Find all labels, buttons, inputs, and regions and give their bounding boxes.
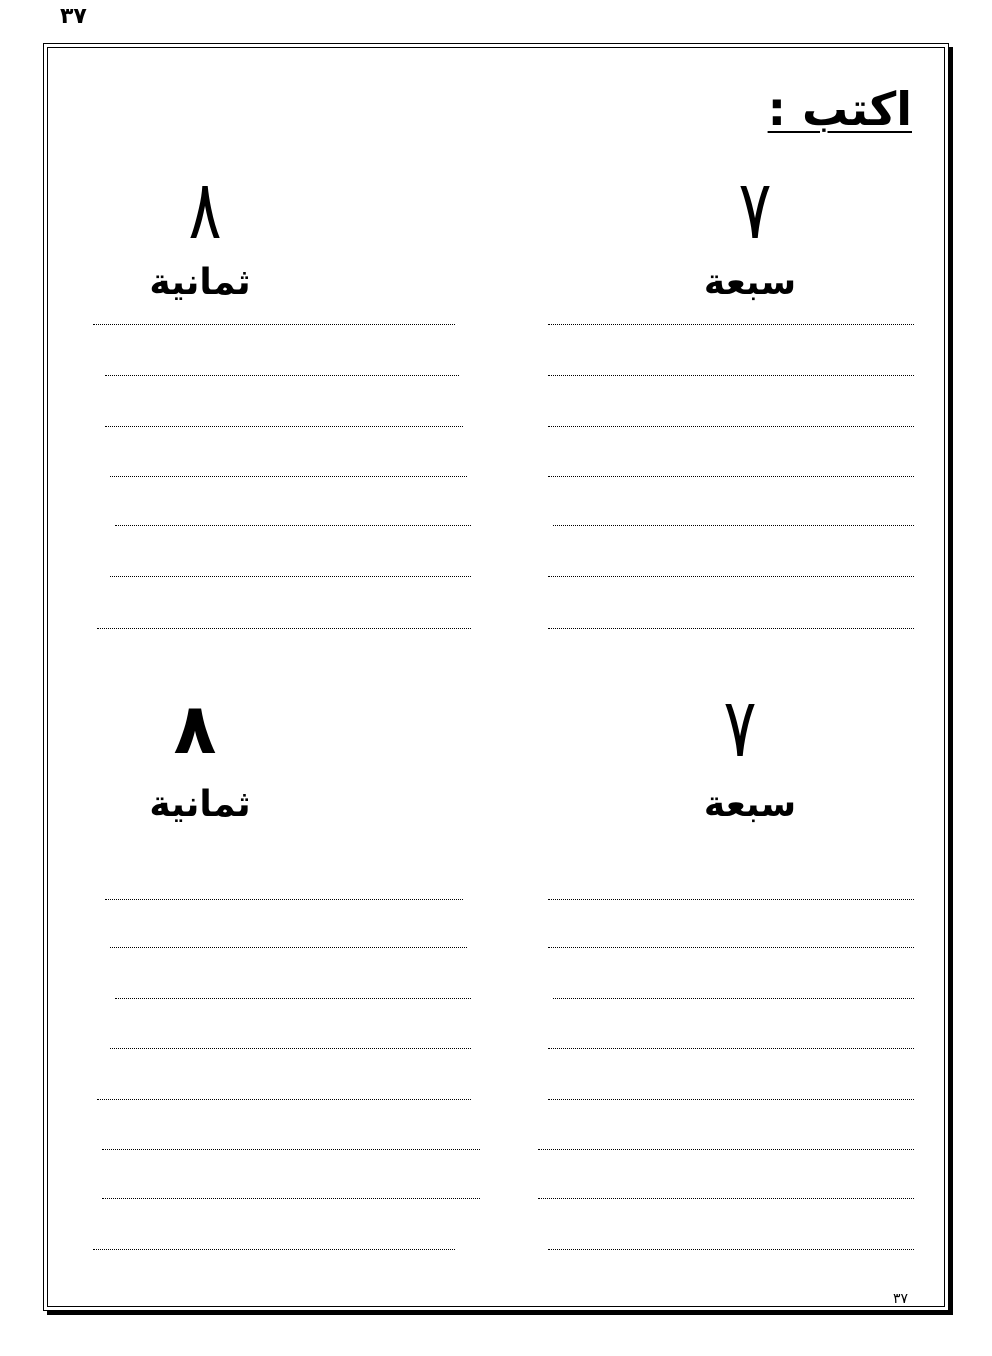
- worksheet-title: اكتب :: [767, 82, 912, 136]
- writing-line[interactable]: [115, 525, 471, 526]
- writing-line[interactable]: [548, 899, 914, 900]
- writing-line[interactable]: [93, 1249, 455, 1250]
- writing-line[interactable]: [548, 324, 914, 325]
- writing-line[interactable]: [548, 1099, 914, 1100]
- writing-line[interactable]: [548, 1048, 914, 1049]
- writing-line[interactable]: [105, 375, 459, 376]
- numeral-eight-bottom: ٨: [173, 688, 217, 770]
- numeral-seven-bottom: ٧: [723, 681, 757, 776]
- writing-line[interactable]: [97, 628, 471, 629]
- word-seven-bottom: سبعة: [703, 784, 797, 825]
- writing-line[interactable]: [110, 476, 467, 477]
- writing-line[interactable]: [548, 1249, 914, 1250]
- writing-line[interactable]: [548, 426, 914, 427]
- writing-line[interactable]: [102, 1198, 480, 1199]
- writing-line[interactable]: [115, 998, 471, 999]
- writing-line[interactable]: [553, 525, 914, 526]
- numeral-eight-top: ٨: [188, 163, 222, 258]
- writing-line[interactable]: [538, 1198, 914, 1199]
- writing-line[interactable]: [110, 1048, 471, 1049]
- writing-line[interactable]: [105, 426, 463, 427]
- writing-line[interactable]: [105, 899, 463, 900]
- word-eight-bottom: ثمانية: [149, 784, 251, 825]
- page-number-top: ٣٧: [60, 4, 87, 29]
- page-number-bottom: ٣٧: [893, 1291, 909, 1307]
- word-seven-top: سبعة: [703, 262, 797, 303]
- word-eight-top: ثمانية: [149, 262, 251, 303]
- writing-line[interactable]: [110, 947, 467, 948]
- writing-line[interactable]: [538, 1149, 914, 1150]
- writing-line[interactable]: [93, 324, 455, 325]
- writing-line[interactable]: [548, 375, 914, 376]
- writing-line[interactable]: [548, 476, 914, 477]
- writing-line[interactable]: [553, 998, 914, 999]
- writing-line[interactable]: [548, 947, 914, 948]
- writing-line[interactable]: [97, 1099, 471, 1100]
- writing-line[interactable]: [102, 1149, 480, 1150]
- numeral-seven-top: ٧: [738, 163, 772, 258]
- writing-line[interactable]: [548, 628, 914, 629]
- writing-line[interactable]: [548, 576, 914, 577]
- writing-line[interactable]: [110, 576, 471, 577]
